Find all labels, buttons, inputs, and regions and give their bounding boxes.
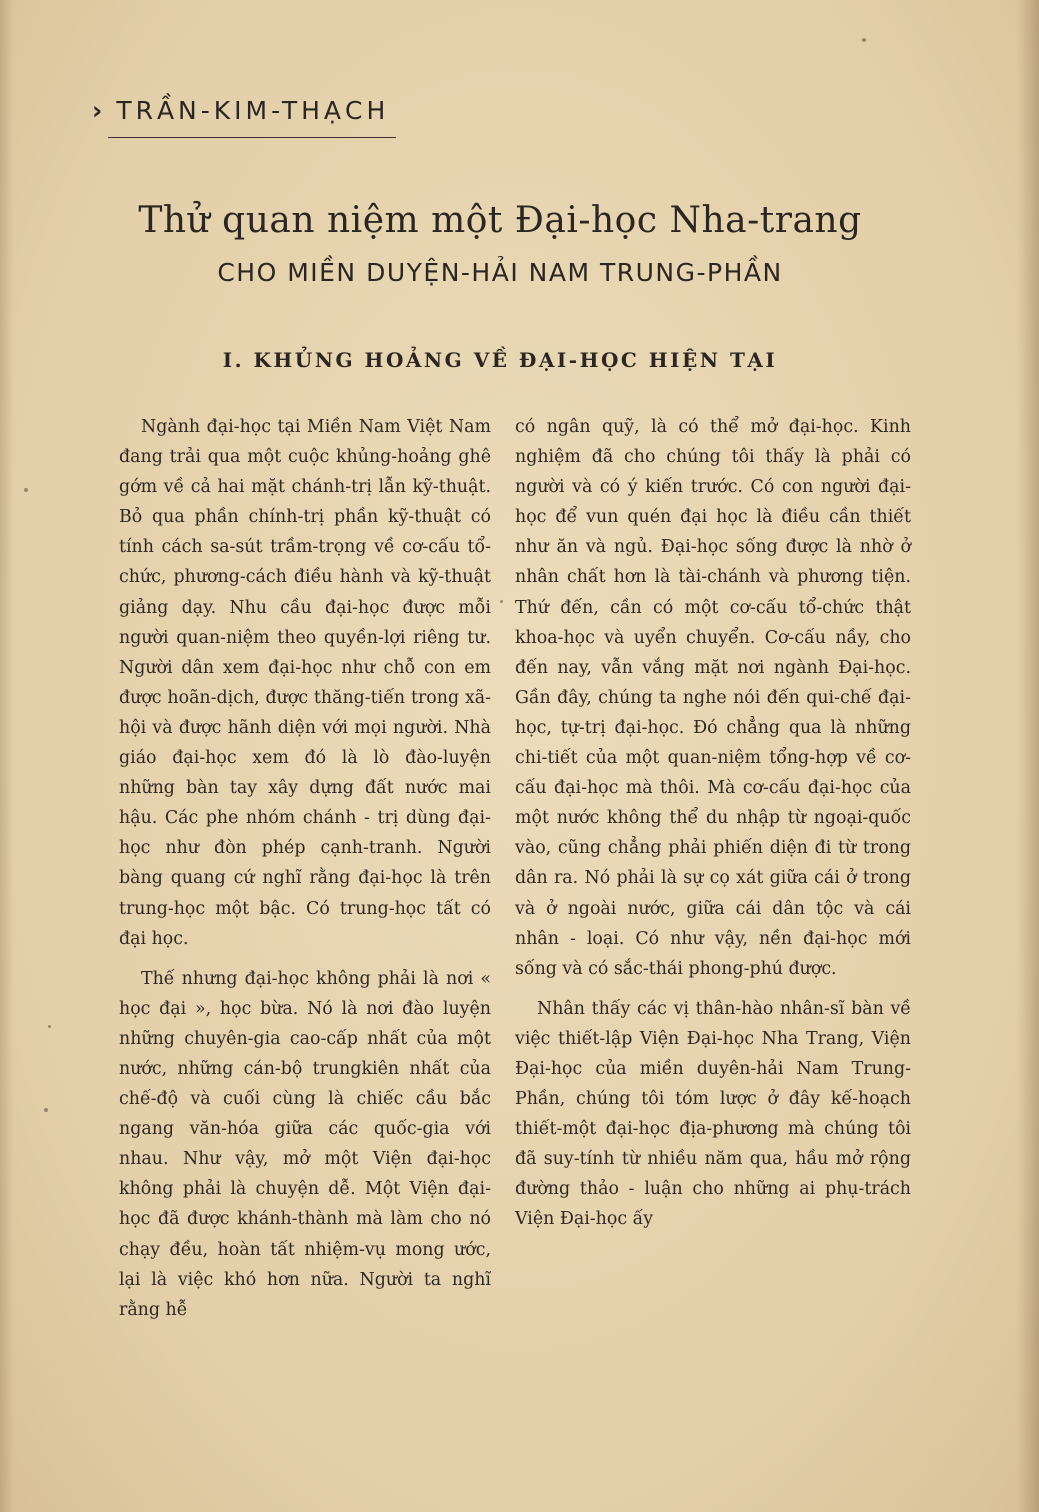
paper-speck — [862, 38, 866, 42]
paper-speck — [24, 488, 28, 492]
author-name: TRẦN-KIM-THẠCH — [116, 96, 390, 125]
article-title: Thử quan niệm một Đại-học Nha-trang — [138, 200, 862, 241]
paper-speck — [500, 600, 503, 603]
article-subtitle: CHO MIỀN DUYỆN-HẢI NAM TRUNG-PHẦN — [217, 258, 783, 287]
right-paragraph-1: có ngân quỹ, là có thể mở đại-học. Kinh nghiệm đã cho chúng tôi thấy là phải có người và có ý kiến trước. Có con người đại-học để vun quén đại học là điều cần thiết như ăn và ngủ. Đại-học sống được là nhờ ở nhân chất hơn là tài-chánh và phương tiện. Thứ đến, cần có một cơ-cấu tổ-chức thật khoa-học và uyển chuyển. Cơ-cấu nầy, cho đến nay, vẫn vắng mặt nơi ngành Đại-học. Gần đây, chúng ta nghe nói đến qui-chế đại-học, tự-trị đại-học. Đó chẳng qua là những chi-tiết của một quan-niệm tổng-hợp về cơ-cấu đại-học mà thôi. Mà cơ-cấu đại-học của một nước không thể du nhập từ ngoại-quốc vào, cũng chẳng phải phiến diện đi từ trong dân ra. Nó phải là sự cọ xát giữa cái ở trong và ở ngoài nước, giữa cái dân tộc và cái nhân - loại. Có như vậy, nền đại-học mới sống và có sắc-thái phong-phú được. — [515, 417, 911, 979]
author-marker-icon: › — [92, 96, 107, 125]
left-paragraph-2: Thế nhưng đại-học không phải là nơi « học đại », học bừa. Nó là nơi đào luyện những chuyên-gia cao-cấp nhất của một nước, những cán-bộ trungkiên nhất của chế-độ và cuối cùng là chiếc cầu bắc ngang văn-hóa giữa các quốc-gia với nhau. Như vậy, mở một Viện đại-học không phải là chuyện dễ. Một Viện đại-học đã được khánh-thành mà làm cho nó chạy đều, hoàn tất nhiệm-vụ mong ước, lại là việc khó hơn nữa. Người ta nghĩ rằng hễ — [119, 968, 491, 1320]
left-paragraph-1: Ngành đại-học tại Miền Nam Việt Nam đang trải qua một cuộc khủng-hoảng ghê gớm về cả hai mặt chánh-trị lẫn kỹ-thuật. Bỏ qua phần chính-trị phần kỹ-thuật có tính cách sa-sút trầm-trọng về cơ-cấu tổ-chức, phương-cách điều hành và kỹ-thuật giảng dạy. Nhu cầu đại-học được mỗi người quan-niệm theo quyền-lợi riêng tư. Người dân xem đại-học như chỗ con em được hoãn-dịch, được thăng-tiến trong xã-hội và được hãnh diện với mọi người. Nhà giáo đại-học xem đó là lò đào-luyện những bàn tay xây dựng đất nước mai hậu. Các phe nhóm chánh - trị dùng đại-học như đòn phép cạnh-tranh. Người bàng quang cứ nghĩ rằng đại-học là trên trung-học một bậc. Có trung-học tất có đại học. — [119, 417, 491, 949]
left-column — [119, 412, 491, 1325]
right-column — [515, 412, 911, 1235]
author-underline — [108, 137, 396, 138]
author-header — [92, 96, 389, 125]
paper-speck — [44, 1108, 48, 1112]
page-edge-shadow-left — [0, 0, 14, 1512]
section-heading: I. KHỦNG HOẢNG VỀ ĐẠI-HỌC HIỆN TẠI — [222, 348, 778, 372]
right-paragraph-2: Nhân thấy các vị thân-hào nhân-sĩ bàn về việc thiết-lập Viện Đại-học Nha Trang, Viện Đại-học của miền duyên-hải Nam Trung-Phần, chúng tôi tóm lược ở đây kế-hoạch thiết-một đại-học địa-phương mà chúng tôi đã suy-tính từ nhiều năm qua, hầu mở rộng đường thảo - luận cho những ai phụ-trách Viện Đại-học ấy — [515, 998, 911, 1230]
page-edge-shadow-right — [1017, 0, 1039, 1512]
paper-speck — [48, 1025, 51, 1028]
